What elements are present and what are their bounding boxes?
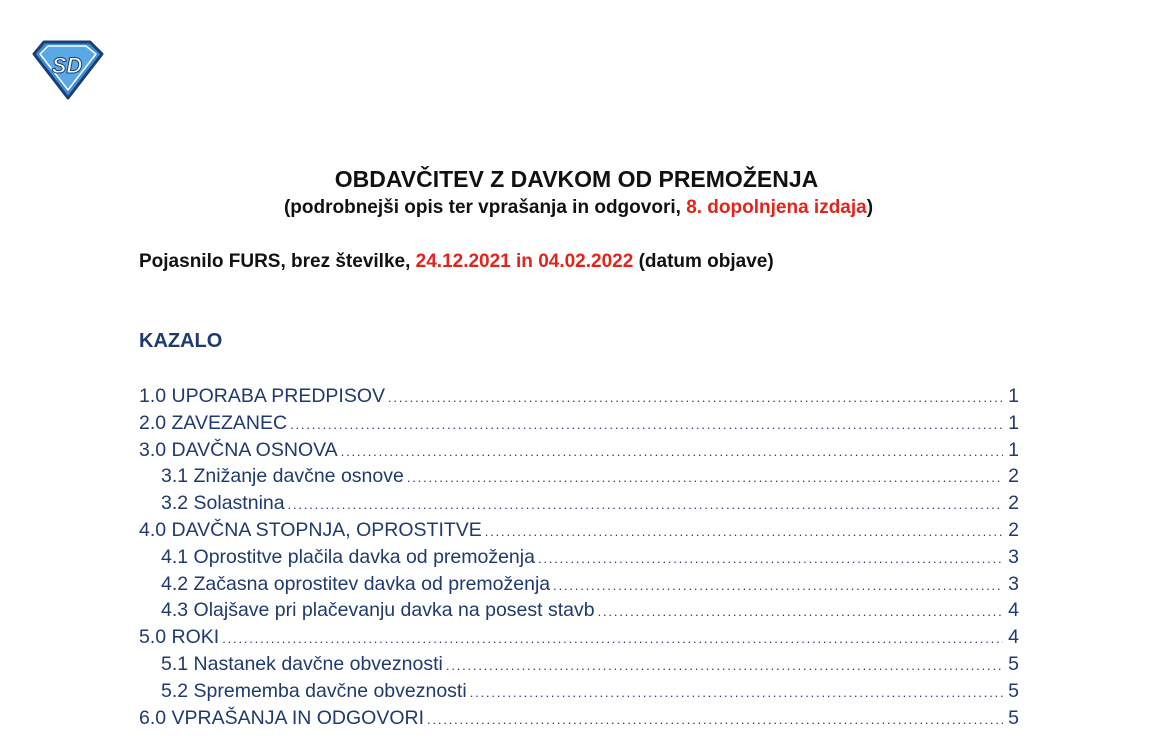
toc-entry[interactable] [139,707,1019,734]
toc-entry[interactable] [139,519,1019,546]
toc-entry-label: 5.1 Nastanek davčne obveznosti [161,652,443,675]
toc-entry[interactable] [139,492,1019,519]
toc-entry[interactable] [139,465,1019,492]
subtitle-prefix: (podrobnejši opis ter vprašanja in odgovori, [283,197,687,218]
issuer-line [139,251,774,273]
toc-entry-page: 1 [1008,438,1019,461]
toc-heading: KAZALO [139,330,223,352]
toc-entry-label: 5.0 ROKI [139,626,220,649]
shield-logo-icon [30,40,104,100]
toc-leader-dots [407,470,1003,485]
toc-entry[interactable] [139,653,1019,680]
toc-entry-label: 4.0 DAVČNA STOPNJA, OPROSTITVE [139,518,482,541]
toc-entry[interactable] [139,680,1019,707]
toc-entry-label: 3.1 Znižanje davčne osnove [161,465,404,488]
logo-text: SD [51,53,83,78]
toc-leader-dots [290,417,1003,432]
toc-leader-dots [470,685,1003,700]
toc-entry[interactable] [139,573,1019,600]
toc-entry-page: 2 [1008,465,1019,488]
document-subtitle [0,197,1157,219]
toc-entry-label: 6.0 VPRAŠANJA IN ODGOVORI [139,706,424,729]
toc-leader-dots [446,658,1003,673]
subtitle-suffix: ) [866,197,874,218]
toc-leader-dots [485,524,1003,539]
document-title: OBDAVČITEV Z DAVKOM OD PREMOŽENJA [334,166,819,192]
toc-entry-page: 2 [1008,492,1019,515]
toc-entry-page: 2 [1008,518,1019,541]
toc-entry-page: 5 [1008,679,1019,702]
document-header [0,166,1157,219]
toc-entry[interactable] [139,546,1019,573]
toc-entry[interactable] [139,626,1019,653]
toc-entry[interactable] [139,412,1019,439]
toc-entry-label: 4.2 Začasna oprostitev davka od premoženja [161,572,551,595]
toc-entry-label: 5.2 Sprememba davčne obveznosti [161,679,467,702]
table-of-contents [139,385,1019,733]
toc-leader-dots [222,631,1003,646]
toc-entry-label: 3.2 Solastnina [161,492,285,515]
toc-leader-dots [427,712,1003,727]
toc-entry-page: 1 [1008,411,1019,434]
toc-entry-label: 1.0 UPORABA PREDPISOV [139,385,386,407]
toc-leader-dots [341,444,1003,459]
toc-entry-label: 4.3 Olajšave pri plačevanju davka na posest stavb [161,599,595,622]
toc-entry-page: 1 [1008,385,1019,407]
toc-entry[interactable] [139,385,1019,412]
toc-leader-dots [288,497,1003,512]
edition-highlight: 8. dopolnjena izdaja [686,197,867,218]
toc-leader-dots [553,578,1003,593]
toc-entry-page: 5 [1008,652,1019,675]
toc-entry[interactable] [139,599,1019,626]
toc-entry-page: 4 [1008,599,1019,622]
toc-entry-label: 2.0 ZAVEZANEC [139,411,288,434]
toc-entry-page: 3 [1008,572,1019,595]
toc-leader-dots [388,390,1003,405]
toc-entry-page: 4 [1008,626,1019,649]
toc-leader-dots [538,551,1003,566]
issuer-prefix: Pojasnilo FURS, brez številke, [139,251,416,272]
toc-entry-page: 3 [1008,545,1019,568]
issuer-suffix: (datum objave) [633,251,774,272]
sd-logo [30,40,104,100]
toc-entry[interactable] [139,439,1019,466]
toc-entry-page: 5 [1008,706,1019,729]
toc-leader-dots [598,604,1003,619]
publication-dates: 24.12.2021 in 04.02.2022 [415,251,634,272]
toc-entry-label: 4.1 Oprostitve plačila davka od premoženja [161,545,535,568]
toc-entry-label: 3.0 DAVČNA OSNOVA [139,438,338,461]
